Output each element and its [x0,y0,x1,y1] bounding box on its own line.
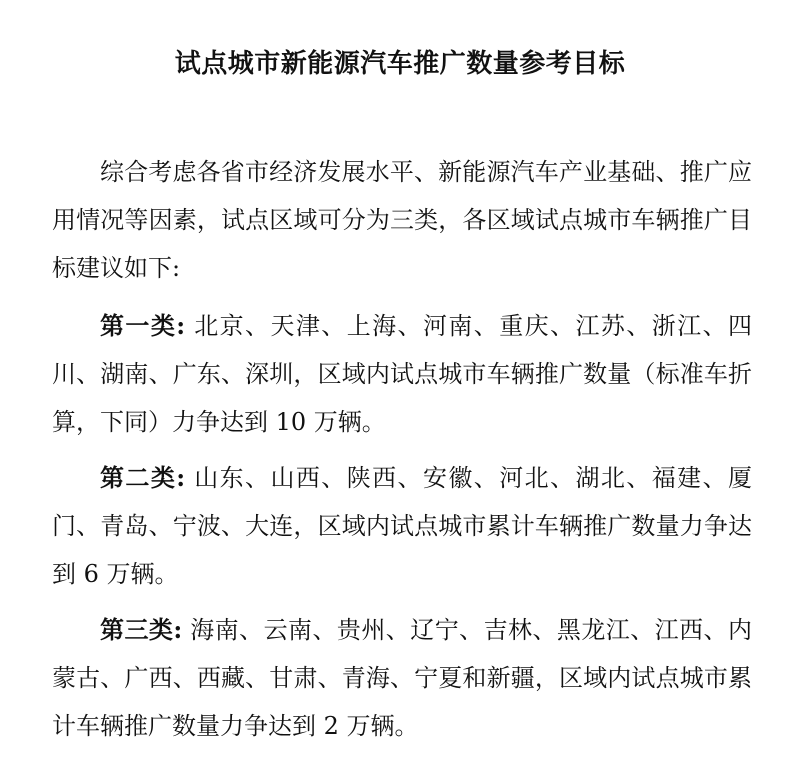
category-three-paragraph [52,606,752,750]
category-two-label: 第二类: [100,463,186,492]
category-two-text: 山东、山西、陕西、安徽、河北、湖北、福建、厦门、青岛、宁波、大连，区域内试点城市累计车辆推广数量力争达到 6 万辆。 [52,464,753,588]
category-one-text: 北京、天津、上海、河南、重庆、江苏、浙江、四川、湖南、广东、深圳，区域内试点城市车辆推广数量（标准车折算，下同）力争达到 10 万辆。 [52,312,753,436]
category-one-label: 第一类: [100,311,186,340]
intro-paragraph [52,148,752,292]
category-two-paragraph [52,454,752,598]
intro-text: 综合考虑各省市经济发展水平、新能源汽车产业基础、推广应用情况等因素，试点区域可分为三类，各区域试点城市车辆推广目标建议如下: [52,158,752,282]
category-three-text: 海南、云南、贵州、辽宁、吉林、黑龙江、江西、内蒙古、广西、西藏、甘肃、青海、宁夏和新疆，区域内试点城市累计车辆推广数量力争达到 2 万辆。 [52,616,752,740]
category-three-label: 第三类: [100,615,183,644]
document-title: 试点城市新能源汽车推广数量参考目标 [174,49,626,79]
category-one-paragraph [52,302,752,446]
